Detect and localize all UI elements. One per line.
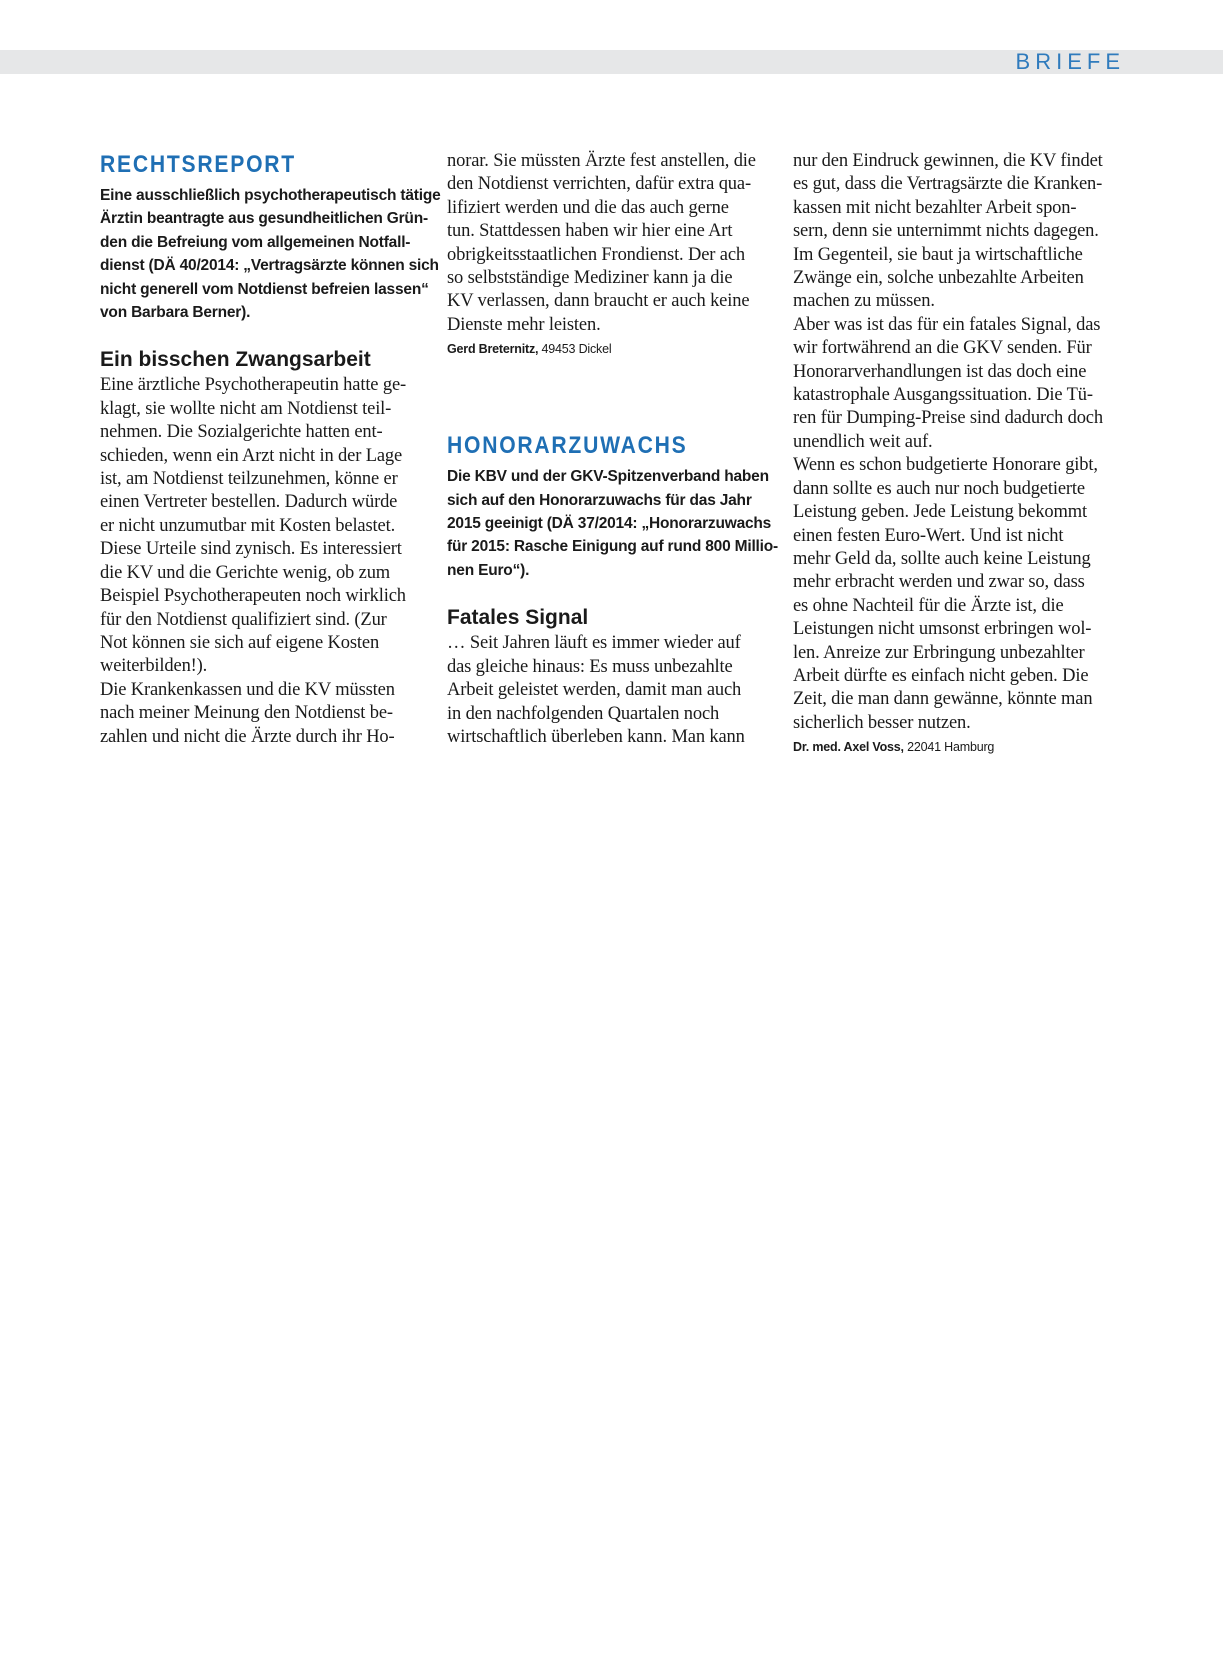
- text-line: weiterbilden!).: [100, 656, 208, 677]
- text-line: es ohne Nachteil für die Ärzte ist, die: [793, 595, 1064, 616]
- text-line: die KV und die Gerichte wenig, ob zum: [100, 562, 391, 583]
- column-3: [793, 150, 1125, 757]
- article1-intro: [100, 184, 441, 324]
- text-line: sich auf den Honorarzuwachs für das Jahr: [447, 491, 752, 509]
- text-line: nur den Eindruck gewinnen, die KV findet: [793, 151, 1103, 171]
- text-line: KV verlassen, dann braucht er auch keine: [447, 291, 750, 312]
- text-line: Honorarverhandlungen ist das doch eine: [793, 361, 1087, 382]
- text-line: Arbeit geleistet werden, damit man auch: [447, 680, 742, 701]
- column-1: [100, 150, 441, 749]
- text-line: unendlich weit auf.: [793, 431, 933, 452]
- text-line: nach meiner Meinung den Notdienst be-: [100, 703, 393, 724]
- text-line: Arbeit dürfte es einfach nicht geben. Die: [793, 665, 1089, 686]
- text-line: nicht generell vom Notdienst befreien lassen“: [100, 280, 429, 298]
- text-line: Ärztin beantragte aus gesundheitlichen Grün-: [100, 210, 428, 228]
- text-line: dann sollte es auch nur noch budgetierte: [793, 478, 1085, 499]
- text-line: sern, denn sie unternimmt nichts dagegen.: [793, 221, 1099, 242]
- article2-signature: [793, 737, 1125, 757]
- text-line: für den Notdienst qualifiziert sind. (Zur: [100, 609, 387, 630]
- text-line: den die Befreiung vom allgemeinen Notfall-: [100, 233, 411, 251]
- article1-body-part2: [447, 150, 779, 337]
- text-line: schieden, wenn ein Arzt nicht in der Lage: [100, 445, 403, 466]
- text-line: lifiziert werden und die das auch gerne: [447, 197, 729, 218]
- text-line: von Barbara Berner).: [100, 304, 251, 322]
- column-2: [447, 150, 779, 749]
- text-line: das gleiche hinaus: Es muss unbezahlte: [447, 656, 733, 677]
- article1-signature: [447, 339, 779, 359]
- article2-author: Dr. med. Axel Voss,: [793, 740, 904, 755]
- text-line: in den nachfolgenden Quartalen noch: [447, 703, 720, 724]
- text-line: Im Gegenteil, sie baut ja wirtschaftliche: [793, 244, 1083, 265]
- text-line: sicherlich besser nutzen.: [793, 712, 971, 733]
- article1-body-part1: [100, 374, 432, 749]
- article2-headline: Fatales Signal: [447, 606, 589, 630]
- text-line: Leistungen nicht umsonst erbringen wol-: [793, 619, 1092, 640]
- text-line: zahlen und nicht die Ärzte durch ihr Ho-: [100, 726, 395, 747]
- article2-intro: [447, 465, 779, 582]
- article2-body-part2: [793, 150, 1125, 735]
- text-line: den Notdienst verrichten, dafür extra qua-: [447, 174, 751, 195]
- text-line: wirtschaftlich überleben kann. Man kann: [447, 726, 745, 747]
- text-line: Eine ausschließlich psychotherapeutisch tätige: [100, 187, 441, 204]
- rubric-honorarzuwachs: HONORARZUWACHS: [447, 432, 688, 460]
- text-line: Dienste mehr leisten.: [447, 314, 601, 335]
- text-line: so selbstständige Mediziner kann ja die: [447, 268, 733, 289]
- text-line: mehr erbracht werden und zwar so, dass: [793, 572, 1085, 593]
- text-line: machen zu müssen.: [793, 291, 935, 312]
- text-line: nen Euro“).: [447, 561, 530, 579]
- text-line: Diese Urteile sind zynisch. Es interessiert: [100, 539, 402, 560]
- section-label: BRIEFE: [1015, 49, 1125, 74]
- text-line: Zeit, die man dann gewänne, könnte man: [793, 689, 1093, 710]
- text-line: wir fortwährend an die GKV senden. Für: [793, 338, 1092, 359]
- text-line: kassen mit nicht bezahlter Arbeit spon-: [793, 197, 1077, 218]
- article2-place: 22041 Hamburg: [903, 740, 995, 755]
- text-line: Die KBV und der GKV-Spitzenverband haben: [447, 468, 769, 486]
- text-line: nehmen. Die Sozialgerichte hatten ent-: [100, 422, 383, 443]
- text-line: mehr Geld da, sollte auch keine Leistung: [793, 548, 1091, 569]
- text-line: klagt, sie wollte nicht am Notdienst teil-: [100, 398, 392, 419]
- text-line: es gut, dass die Vertragsärzte die Kranken-: [793, 174, 1103, 195]
- text-line: katastrophale Ausgangssituation. Die Tü-: [793, 385, 1093, 406]
- text-line: er nicht unzumutbar mit Kosten belastet.: [100, 515, 396, 536]
- text-line: ist, am Notdienst teilzunehmen, könne er: [100, 469, 398, 490]
- text-line: Aber was ist das für ein fatales Signal, das: [793, 314, 1101, 335]
- article2-body-part1: [447, 632, 779, 749]
- text-line: norar. Sie müssten Ärzte fest anstellen, die: [447, 151, 756, 171]
- text-line: 2015 geeinigt (DÄ 37/2014: „Honorarzuwachs: [447, 515, 772, 533]
- text-line: Not können sie sich auf eigene Kosten: [100, 632, 380, 653]
- text-line: tun. Stattdessen haben wir hier eine Art: [447, 221, 733, 242]
- text-line: Leistung geben. Jede Leistung bekommt: [793, 502, 1087, 523]
- text-line: Eine ärztliche Psychotherapeutin hatte ge-: [100, 375, 407, 396]
- text-line: für 2015: Rasche Einigung auf rund 800 Millio-: [447, 538, 778, 556]
- text-line: len. Anreize zur Erbringung unbezahlter: [793, 642, 1085, 663]
- text-line: Wenn es schon budgetierte Honorare gibt,: [793, 455, 1098, 476]
- text-line: Beispiel Psychotherapeuten noch wirklich: [100, 586, 406, 607]
- article1-author: Gerd Breternitz,: [447, 342, 539, 357]
- text-line: einen Vertreter bestellen. Dadurch würde: [100, 492, 398, 513]
- text-line: obrigkeitsstaatlichen Frondienst. Der ach: [447, 244, 745, 265]
- text-line: ren für Dumping-Preise sind dadurch doch: [793, 408, 1103, 429]
- article1-place: 49453 Dickel: [538, 342, 612, 357]
- text-line: einen festen Euro-Wert. Und ist nicht: [793, 525, 1064, 546]
- text-line: dienst (DÄ 40/2014: „Vertragsärzte können sich: [100, 257, 439, 275]
- text-line: … Seit Jahren läuft es immer wieder auf: [447, 633, 741, 654]
- rubric-rechtsreport: RECHTSREPORT: [100, 151, 296, 178]
- text-line: Zwänge ein, solche unbezahlte Arbeiten: [793, 268, 1084, 289]
- text-line: Die Krankenkassen und die KV müssten: [100, 679, 395, 700]
- article1-headline: Ein bisschen Zwangsarbeit: [100, 348, 371, 372]
